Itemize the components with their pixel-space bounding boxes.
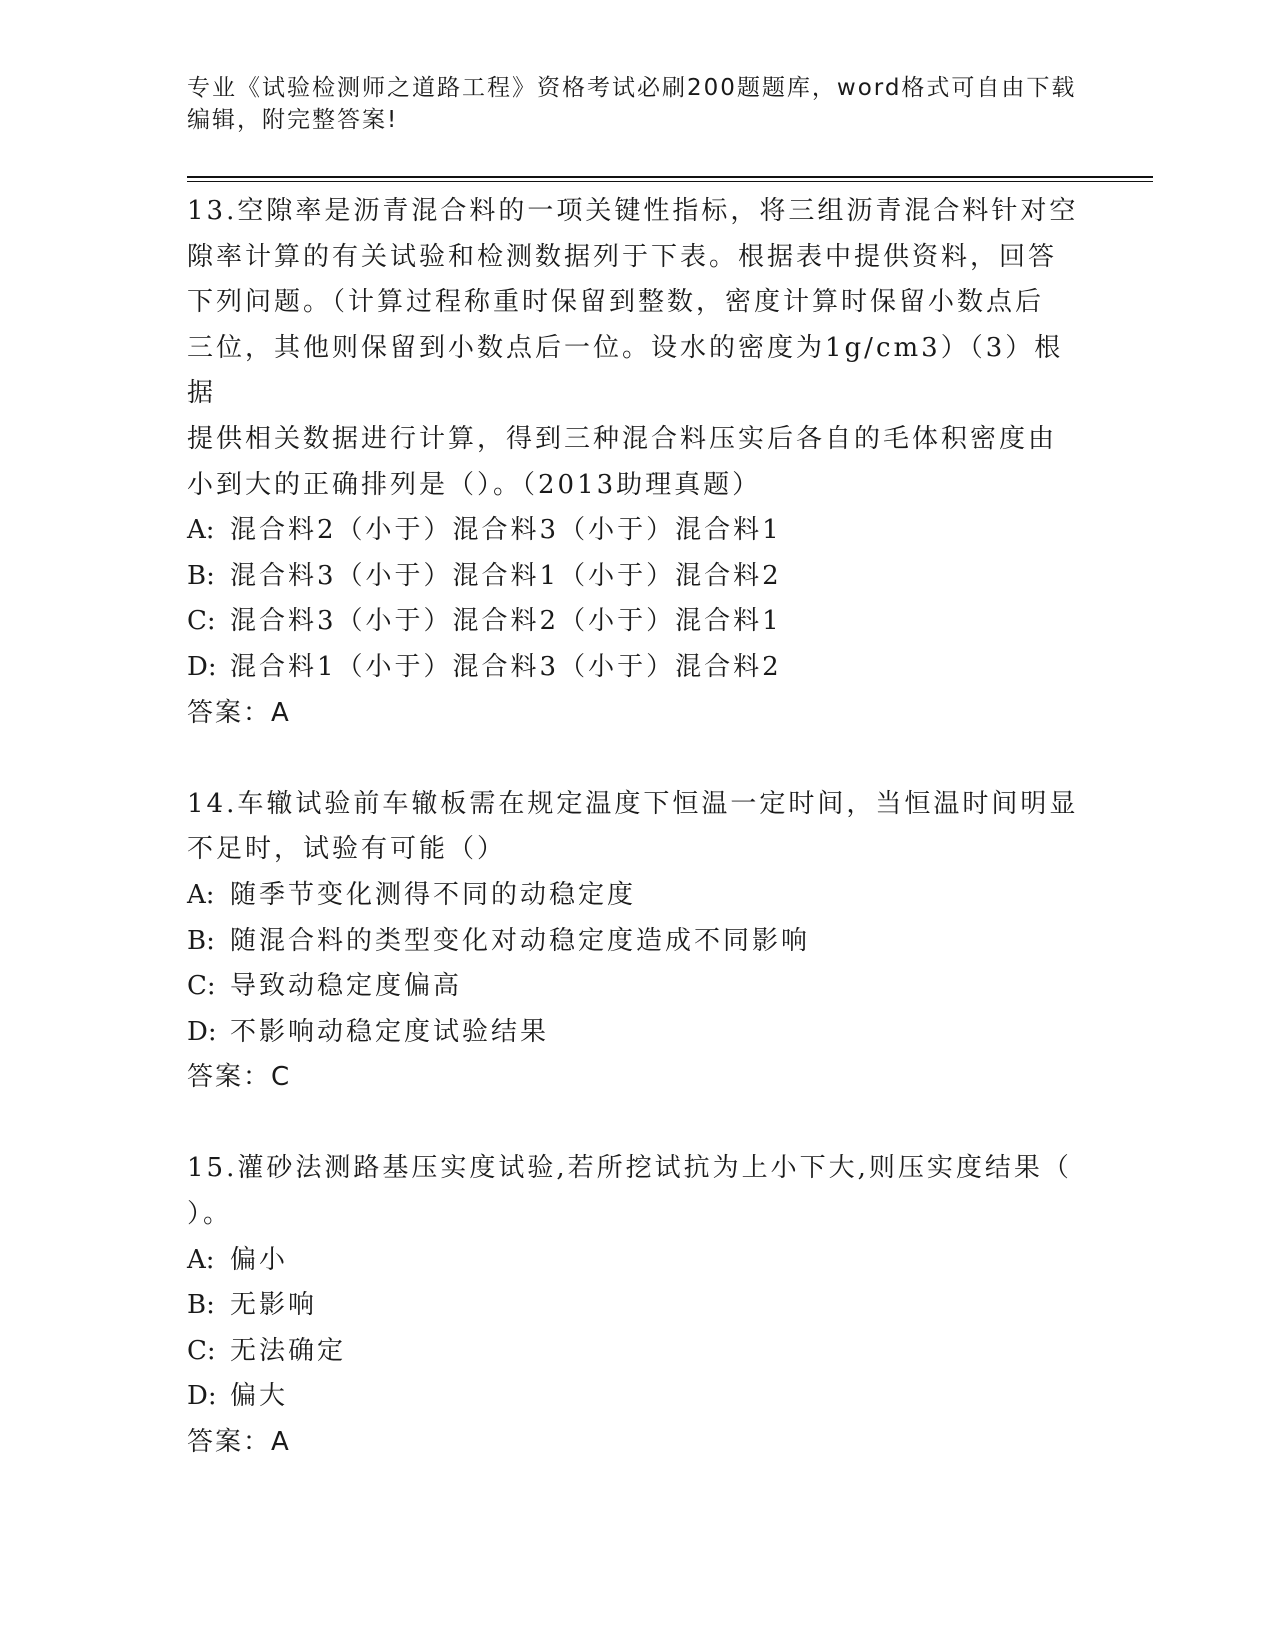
question-15	[187, 1146, 1087, 1465]
question-gap	[187, 1101, 1087, 1147]
option-a	[187, 873, 1087, 919]
option-c	[187, 599, 1087, 645]
option-letter: B:	[187, 1290, 215, 1321]
option-c	[187, 1329, 1087, 1375]
option-a	[187, 1238, 1087, 1284]
option-letter: B:	[187, 925, 215, 956]
option-a	[187, 508, 1087, 554]
stem-line: ）。	[187, 1199, 233, 1230]
stem-line: 隙率计算的有关试验和检测数据列于下表。根据表中提供资料，回答	[187, 241, 1058, 272]
option-text: 偏大	[230, 1381, 289, 1412]
option-b	[187, 554, 1087, 600]
option-letter: A:	[187, 1244, 215, 1275]
option-letter: C:	[187, 1335, 216, 1366]
option-d	[187, 645, 1087, 691]
option-text: 无影响	[230, 1290, 318, 1321]
option-text: 导致动稳定度偏高	[230, 971, 463, 1002]
option-b	[187, 919, 1087, 965]
answer-line: 答案：A	[187, 1427, 291, 1458]
option-letter: D:	[187, 1381, 217, 1412]
question-gap	[187, 736, 1087, 782]
option-text: 混合料3（小于）混合料2（小于）混合料1	[230, 606, 782, 637]
question-14	[187, 782, 1087, 1101]
header-line-2: 编辑，附完整答案!	[187, 107, 399, 133]
option-text: 无法确定	[230, 1335, 347, 1366]
option-d	[187, 1010, 1087, 1056]
answer-line: 答案：C	[187, 1062, 292, 1093]
stem-line: 下列问题。（计算过程称重时保留到整数，密度计算时保留小数点后	[187, 287, 1045, 318]
option-text: 混合料3（小于）混合料1（小于）混合料2	[230, 560, 782, 591]
question-13	[187, 189, 1087, 736]
option-b	[187, 1283, 1087, 1329]
answer-line: 答案：A	[187, 697, 291, 728]
option-text: 随混合料的类型变化对动稳定度造成不同影响	[230, 925, 811, 956]
option-c	[187, 964, 1087, 1010]
question-stem	[187, 189, 1087, 508]
option-text: 不影响动稳定度试验结果	[230, 1016, 550, 1047]
option-text: 随季节变化测得不同的动稳定度	[230, 879, 637, 910]
stem-line: 13.空隙率是沥青混合料的一项关键性指标，将三组沥青混合料针对空	[187, 196, 1079, 226]
stem-line: 14.车辙试验前车辙板需在规定温度下恒温一定时间，当恒温时间明显	[187, 788, 1079, 819]
option-letter: D:	[187, 1016, 217, 1047]
option-letter: C:	[187, 606, 216, 637]
question-list	[187, 189, 1087, 1466]
option-text: 偏小	[230, 1244, 289, 1275]
option-d	[187, 1374, 1087, 1420]
stem-line: 三位，其他则保留到小数点后一位。设水的密度为1g/cm3）（3）根据	[187, 332, 1064, 409]
option-letter: C:	[187, 971, 216, 1002]
option-letter: A:	[187, 515, 215, 546]
option-text: 混合料1（小于）混合料3（小于）混合料2	[230, 651, 782, 682]
option-text: 混合料2（小于）混合料3（小于）混合料1	[230, 515, 782, 546]
stem-line: 不足时，试验有可能（）	[187, 834, 507, 865]
header-line-1: 专业《试验检测师之道路工程》资格考试必刷200题题库，word格式可自由下载	[187, 75, 1077, 101]
stem-line: 15.灌砂法测路基压实度试验,若所挖试抗为上小下大,则压实度结果（	[187, 1153, 1072, 1184]
option-letter: D:	[187, 651, 217, 682]
option-letter: B:	[187, 560, 215, 591]
question-stem	[187, 782, 1087, 873]
document-header	[187, 72, 1087, 136]
option-letter: A:	[187, 879, 215, 910]
stem-line: 小到大的正确排列是（）。（2013助理真题）	[187, 469, 762, 500]
header-divider	[187, 176, 1153, 182]
question-stem	[187, 1146, 1087, 1237]
stem-line: 提供相关数据进行计算，得到三种混合料压实后各自的毛体积密度由	[187, 423, 1058, 454]
